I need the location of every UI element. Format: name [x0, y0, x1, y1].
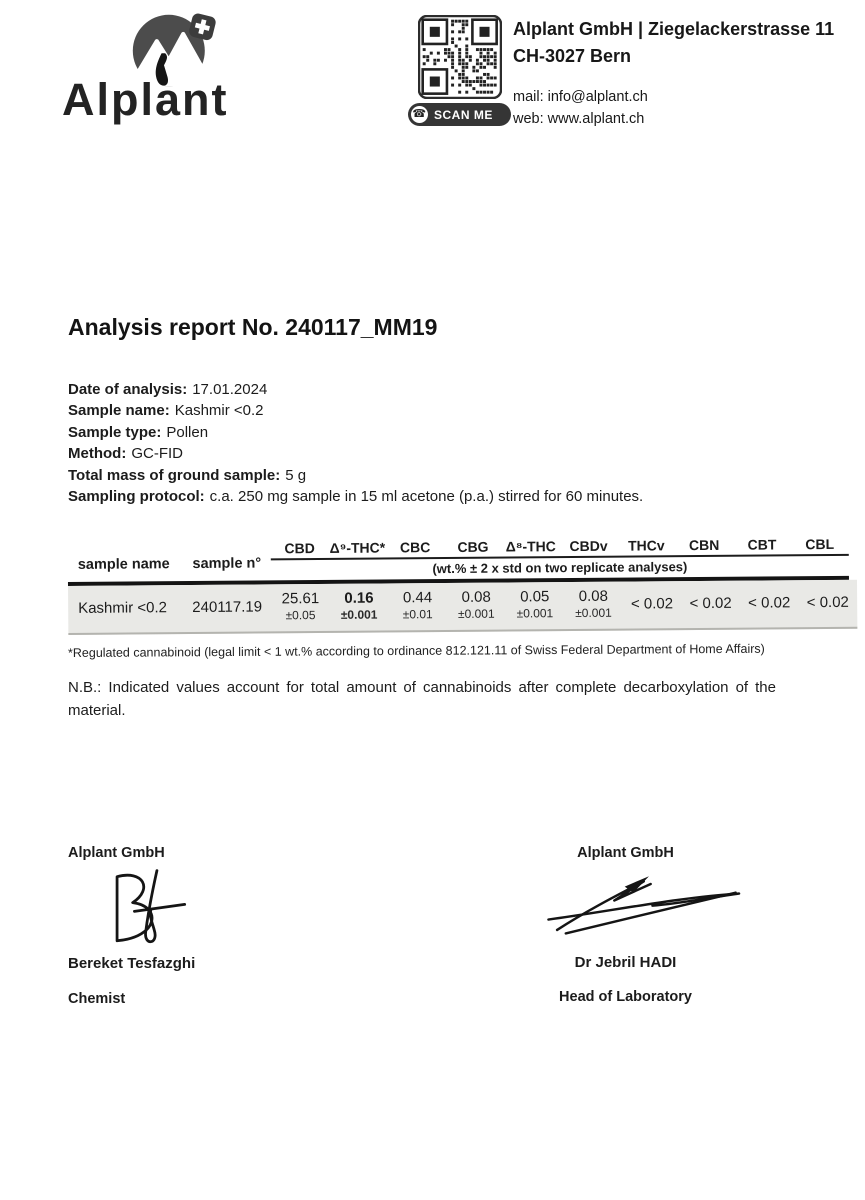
cell-cbl: < 0.02 [806, 593, 849, 611]
header-sample-no: sample n° [192, 555, 262, 573]
cell-sample-no: 240117.19 [192, 598, 263, 617]
analyte-header-row [271, 531, 849, 557]
results-table [68, 531, 850, 635]
web-line: web: www.alplant.ch [513, 111, 645, 127]
detail-sampling-protocol: Sampling protocol: c.a. 250 mg sample in 15 ml acetone (p.a.) stirred for 60 minutes. [68, 488, 644, 506]
header-sample-name: sample name [77, 556, 170, 573]
signature-name-right: Dr Jebril HADI [574, 954, 677, 971]
company-city: CH-3027 Bern [513, 46, 632, 66]
cell-cbc: 0.44 ±0.01 [402, 589, 433, 622]
cell-d9-thc: 0.16 ±0.001 [340, 589, 378, 622]
report-details [68, 379, 643, 507]
regulated-cannabinoid-footnote: *Regulated cannabinoid (legal limit < 1 wt.% according to ordinance 812.121.11 of Swiss Federal Department of Home Affairs) [67, 641, 765, 660]
header-d9-thc: Δ⁹-THC* [329, 539, 386, 556]
scan-me-label: SCAN ME [434, 107, 493, 122]
signature-name-left: Bereket Tesfazghi [68, 955, 196, 972]
header-cbg: CBG [457, 538, 489, 555]
scan-me-icon: ☎ [411, 106, 428, 123]
cell-cbdv: 0.08 ±0.001 [575, 587, 612, 621]
cell-cbg: 0.08 ±0.001 [457, 588, 495, 621]
header-cbl: CBL [805, 535, 835, 553]
cell-cbd: 25.61 ±0.05 [281, 590, 320, 623]
cell-cbt: < 0.02 [748, 593, 791, 612]
header-d8-thc: Δ⁸-THC [505, 538, 556, 555]
detail-method: Method: GC-FID [68, 445, 183, 463]
scan-me-badge [408, 103, 511, 126]
table-header [68, 531, 849, 582]
header-cbt: CBT [747, 536, 777, 553]
head-of-laboratory-signature [528, 871, 763, 936]
chemist-signature [88, 868, 238, 946]
qr-code-icon [418, 15, 502, 99]
header-cbc: CBC [399, 539, 431, 556]
signature-block-chemist [68, 845, 238, 1007]
detail-date-of-analysis: Date of analysis: 17.01.2024 [68, 381, 268, 398]
detail-sample-type: Sample type: Pollen [68, 423, 209, 441]
cell-thcv: < 0.02 [630, 594, 674, 613]
logo-wordmark: Alplant [62, 74, 229, 125]
mail-line: mail: info@alplant.ch [513, 89, 648, 105]
unit-note: (wt.% ± 2 x std on two replicate analyses) [432, 559, 688, 577]
company-name-address: Alplant GmbH | Ziegelackerstrasse 11 [513, 19, 835, 39]
header-cbn: CBN [688, 536, 720, 554]
detail-total-mass: Total mass of ground sample: 5 g [68, 466, 307, 484]
signature-role-right: Head of Laboratory [559, 989, 692, 1005]
table-row [68, 580, 857, 635]
cell-cbn: < 0.02 [689, 594, 732, 612]
signature-block-head [538, 845, 713, 1005]
cell-sample-name: Kashmir <0.2 [78, 599, 168, 617]
signature-role-left: Chemist [68, 991, 126, 1007]
detail-sample-name: Sample name: Kashmir <0.2 [68, 402, 264, 420]
signature-company-right: Alplant GmbH [577, 845, 674, 861]
header-cbdv: CBDv [569, 537, 608, 555]
cell-d8-thc: 0.05 ±0.001 [516, 588, 554, 621]
company-address-block [513, 16, 834, 130]
report-title: Analysis report No. 240117_MM19 [68, 314, 438, 340]
signature-company-left: Alplant GmbH [68, 845, 165, 861]
nb-note: N.B.: Indicated values account for total amount of cannabinoids after complete decarboxylation of the material. [68, 679, 776, 719]
header-cbd: CBD [284, 540, 315, 557]
header-thcv: THCv [628, 537, 665, 554]
